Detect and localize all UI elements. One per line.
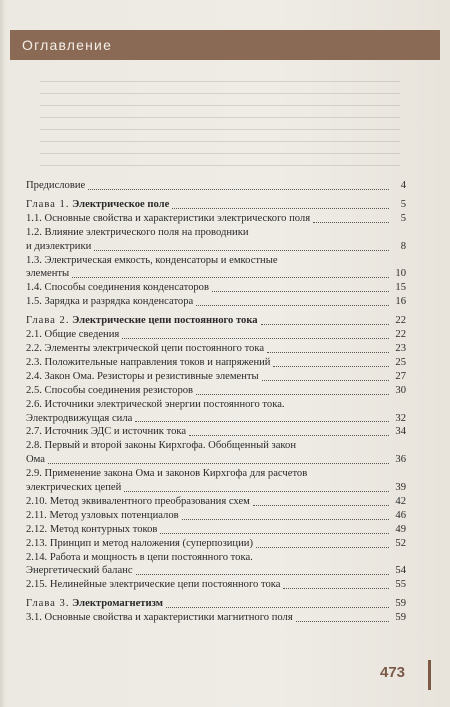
entry-number: 2.6. [26,398,42,410]
entry-page: 39 [395,482,406,494]
entry-title: Способы соединения резисторов [44,384,194,396]
toc-entry[interactable] [26,523,406,537]
entry-page: 30 [395,384,406,396]
section-title: Оглавление [22,37,113,53]
toc-entry[interactable] [26,425,406,439]
entry-number: 1.2. [26,226,42,238]
toc-chapter-2[interactable]: Глава 2. Электрические цепи постоянного тока 22 [26,315,406,327]
entry-title: Работа и мощность в цепи постоянного тока. [49,551,253,563]
entry-title: Электродвижущая сила [26,412,133,424]
leader-dots [296,621,389,622]
toc-chapter-3[interactable]: Глава 3. Электромагнетизм 59 [26,598,406,610]
entry-page: 49 [395,523,406,535]
entry-number: 1.3. [26,254,42,266]
leader-dots [94,250,389,251]
entry-page: 25 [395,356,406,368]
entry-number: 2.4. [26,370,42,382]
toc-entry[interactable] [26,226,406,240]
entry-page: 22 [395,329,406,341]
page-number-rule [428,660,431,690]
entry-title: Метод эквивалентного преобразования схем [49,495,250,507]
entry-title: Метод контурных токов [49,523,158,535]
entry-page: 10 [395,268,406,280]
entry-title: Общие сведения [44,329,120,341]
leader-dots [313,222,389,223]
entry-page: 55 [395,579,406,591]
toc-entry[interactable] [26,537,406,551]
entry-title: и диэлектрики [26,240,92,252]
leader-dots [256,547,389,548]
toc-entry[interactable] [26,412,406,426]
toc-entry[interactable] [26,384,406,398]
toc-entry[interactable] [26,254,406,268]
toc-entry[interactable] [26,453,406,467]
chapter-1-items [26,212,406,309]
toc-entry[interactable] [26,267,406,281]
entry-number: 2.7. [26,426,42,438]
leader-dots [196,394,389,395]
leader-dots [122,338,389,339]
entry-title: Источники электрической энергии постоянного тока. [44,398,285,410]
toc-entry[interactable] [26,295,406,309]
toc-entry[interactable] [26,356,406,370]
entry-page: 32 [395,412,406,424]
toc-entry[interactable] [26,611,406,625]
entry-number: 2.13. [26,537,48,549]
entry-title: Первый и второй законы Кирхгофа. Обобщенный закон [44,440,297,452]
entry-title: Применение закона Ома и законов Кирхгофа для расчетов [44,468,308,480]
leader-dots [189,435,389,436]
entry-title: Электрическая емкость, конденсаторы и емкостные [44,254,278,266]
leader-dots [262,380,389,381]
leader-dots [124,491,389,492]
toc-entry[interactable] [26,551,406,565]
toc-entry[interactable] [26,398,406,412]
entry-title: Ома [26,454,45,466]
leader-dots [135,421,389,422]
entry-page: 15 [395,282,406,294]
toc-entry[interactable] [26,212,406,226]
leader-dots [267,352,389,353]
toc-entry[interactable] [26,578,406,592]
entry-page: 27 [395,370,406,382]
chapter-3-items [26,611,406,625]
entry-page: 46 [395,509,406,521]
toc-entry[interactable] [26,240,406,254]
entry-title: Нелинейные электрические цепи постоянного тока [49,579,281,591]
entry-number: 2.12. [26,523,48,535]
entry-title: Зарядка и разрядка конденсатора [44,296,194,308]
page-number: 473 [380,664,406,681]
entry-title: Энергетический баланс [26,565,133,577]
toc-entry[interactable] [26,509,406,523]
entry-title: Способы соединения конденсаторов [44,282,209,294]
toc-entry[interactable] [26,281,406,295]
toc-entry[interactable] [26,328,406,342]
leader-dots [48,463,389,464]
entry-title: электрических цепей [26,482,122,494]
entry-number: 2.2. [26,342,42,354]
toc-entry[interactable] [26,467,406,481]
entry-title: Принцип и метод наложения (суперпозиции) [49,537,253,549]
entry-number: 2.14. [26,551,48,563]
leader-dots [273,366,389,367]
leader-dots [283,588,389,589]
entry-number: 2.15. [26,579,48,591]
entry-title: Положительные направления токов и напряжений [44,356,271,368]
toc-entry[interactable] [26,564,406,578]
toc-entry[interactable] [26,342,406,356]
leader-dots [253,505,389,506]
toc-entry[interactable] [26,495,406,509]
entry-title: Влияние электрического поля на проводники [44,226,249,238]
leader-dots [212,291,389,292]
entry-page: 36 [395,454,406,466]
entry-title: Основные свойства и характеристики магнитного поля [44,612,293,624]
section-header [10,30,440,60]
entry-page: 42 [395,495,406,507]
entry-number: 2.10. [26,495,48,507]
entry-number: 1.5. [26,296,42,308]
entry-number: 2.11. [26,509,47,521]
entry-page: 34 [395,426,406,438]
leader-dots [72,277,389,278]
entry-title: Элементы электрической цепи постоянного тока [44,342,265,354]
entry-page: 23 [395,342,406,354]
entry-number: 3.1. [26,612,42,624]
entry-title: Источник ЭДС и источник тока [44,426,187,438]
toc-entry[interactable] [26,370,406,384]
toc-entry[interactable] [26,439,406,453]
toc-entry[interactable] [26,481,406,495]
leader-dots [136,574,389,575]
toc-preface[interactable]: Предисловие 4 [26,180,406,191]
bleed-through-text [40,70,400,175]
entry-page: 59 [395,612,406,624]
entry-page: 54 [395,565,406,577]
entry-page: 5 [400,212,406,224]
entry-number: 2.9. [26,468,42,480]
leader-dots [196,305,389,306]
entry-title: Метод узловых потенциалов [49,509,179,521]
leader-dots [160,533,389,534]
toc-chapter-1[interactable]: Глава 1. Электрическое поле 5 [26,198,406,210]
entry-page: 52 [395,537,406,549]
entry-number: 2.3. [26,356,42,368]
entry-number: 2.5. [26,384,42,396]
leader-dots [182,519,389,520]
table-of-contents [26,179,406,625]
entry-number: 2.1. [26,329,42,341]
entry-title: элементы [26,268,70,280]
entry-page: 16 [395,296,406,308]
entry-title: Основные свойства и характеристики электрического поля [44,212,311,224]
entry-number: 1.4. [26,282,42,294]
entry-title: Закон Ома. Резисторы и резистивные элементы [44,370,259,382]
chapter-2-items [26,328,406,592]
entry-page: 8 [400,240,406,252]
entry-number: 2.8. [26,440,42,452]
entry-number: 1.1. [26,212,42,224]
